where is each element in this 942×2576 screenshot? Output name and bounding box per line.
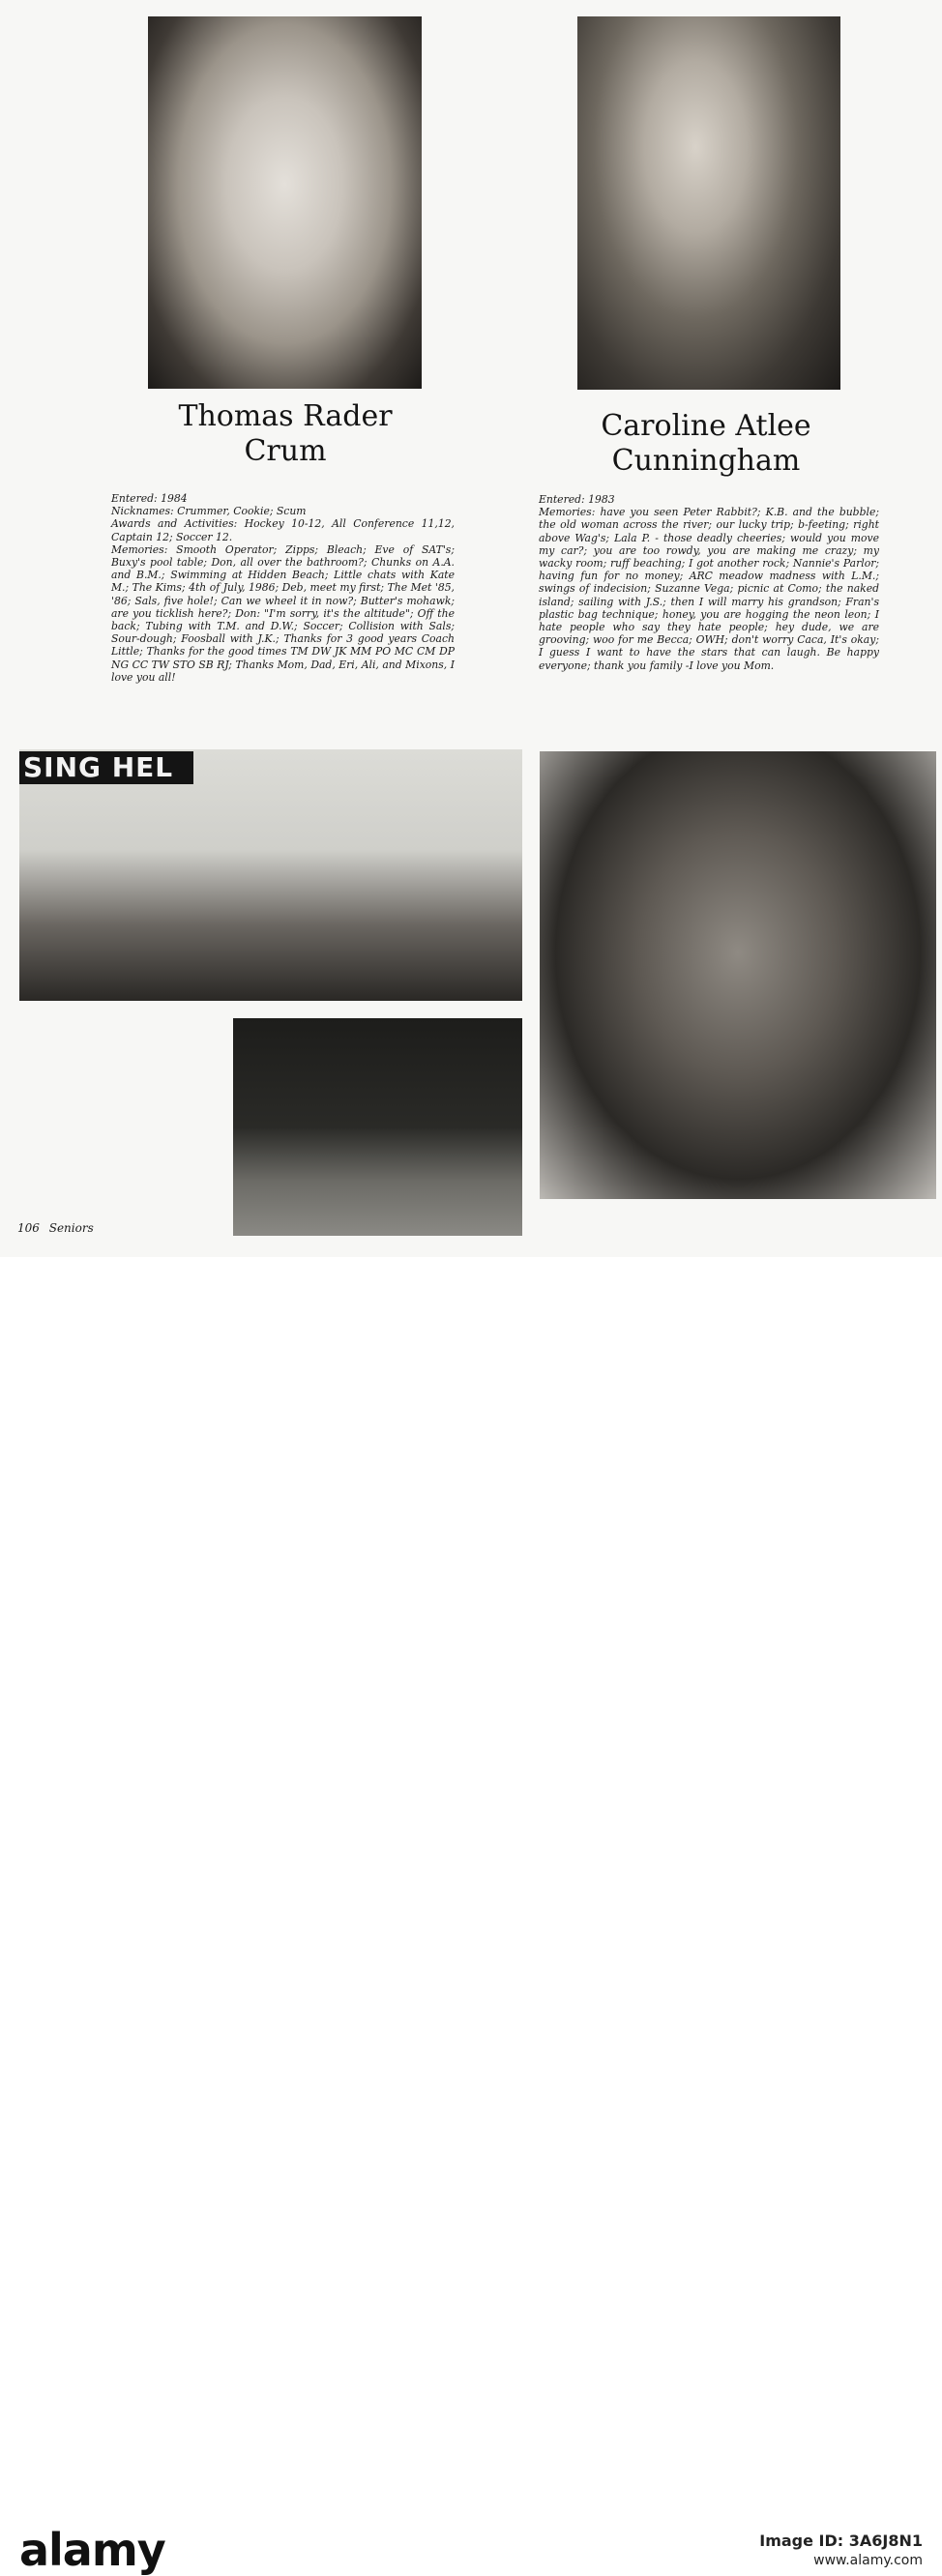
bio-awards: Awards and Activities: Hockey 10-12, All Conference 11,12, Captain 12; Soccer 12. [111,517,455,543]
portrait-photo-thomas-crum [148,16,422,389]
student-bio-thomas [111,492,455,684]
page-number: 106 [17,1221,40,1235]
section-label: Seniors [48,1221,94,1235]
stock-watermark-bar [0,1257,942,2576]
yearbook-page [0,0,942,1257]
candid-photo-group [540,751,936,1199]
name-line: Crum [244,434,327,468]
student-name-thomas [135,399,435,469]
image-id-label: Image ID: 3A6J8N1 [759,2532,923,2550]
student-bio-caroline [539,493,879,672]
candid-photo-couch [19,749,522,1001]
alamy-logo: alamy [19,2524,165,2576]
bio-memories: Memories: have you seen Peter Rabbit?; K.B. and the bubble; the old woman across the river; our lucky trip; b-feeting; right above Wag's; Lala P. - those deadly cheeries; would you move my car?; you are too rowdy, you are making me crazy; my wacky room; ruff beaching; I got another rock; Nannie's Parlor; having fun for no money; ARC meadow madness with L.M.; swings of indecision; Suzanne Vega; picnic at Como; the naked island; sailing with J.S.; then I will marry his grandson; Fran's plastic bag technique; honey, you are hogging the neon leon; I hate people who say they hate people; hey dude, we are grooving; woo for me Becca; OWH; don't worry Caca, It's okay; I guess I want to have the stars that can laugh. Be happy everyone; thank you family -I love you Mom. [539,506,879,672]
page-footer [17,1221,100,1235]
candid-photo-outdoor [233,1018,522,1236]
bio-memories: Memories: Smooth Operator; Zipps; Bleach; Eve of SAT's; Buxy's pool table; Don, all over the bathroom?; Chunks on A.A. and B.M.; Swimming at Hidden Beach; Little chats with Kate M.; The Kims; 4th of July, 1986; Deb, meet my first; The Met '85, '86; Sals, five hole!; Can we wheel it in now?; Butter's mohawk; are you ticklish here?; Don: "I'm sorry, it's the altitude"; Off the back; Tubing with T.M. and D.W.; Soccer; Collision with Sals; Sour-dough; Foosball with J.K.; Thanks for 3 good years Coach Little; Thanks for the good times TM DW JK MM PO MC CM DP NG CC TW STO SB RJ; Thanks Mom, Dad, Eri, Ali, and Mixons, I love you all! [111,542,455,684]
name-line: Thomas Rader [178,399,393,433]
student-name-caroline [556,409,856,479]
banner-text: SING HEL [19,751,193,784]
site-url: www.alamy.com [813,2553,923,2568]
portrait-photo-caroline-cunningham [577,16,840,390]
bio-entered: Entered: 1983 [539,493,615,506]
bio-entered: Entered: 1984 [111,492,188,505]
bio-nicknames: Nicknames: Crummer, Cookie; Scum [111,505,307,518]
name-line: Cunningham [611,444,801,478]
name-line: Caroline Atlee [601,409,811,443]
image-id-block [759,2532,923,2570]
